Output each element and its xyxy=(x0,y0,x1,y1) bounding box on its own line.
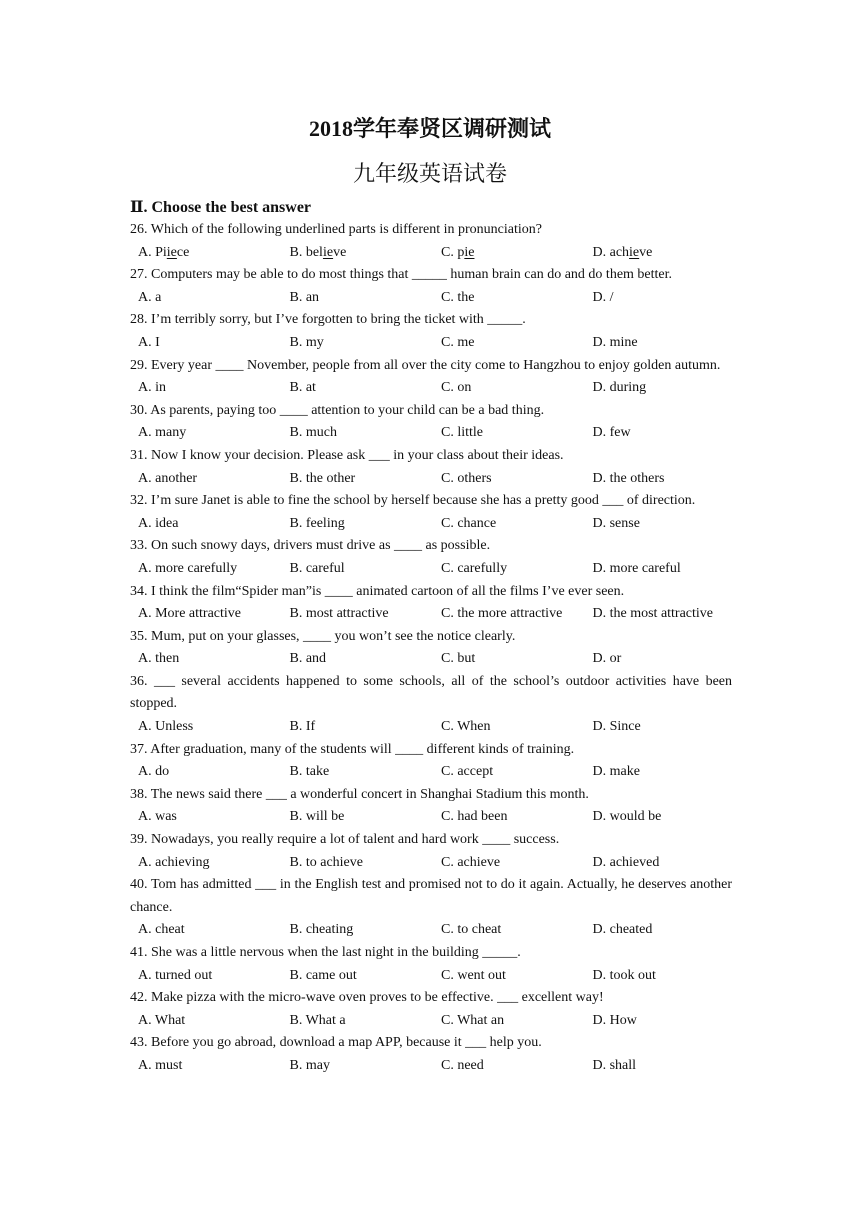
option-a: A. was xyxy=(138,809,177,825)
question-29 xyxy=(130,355,732,400)
option-d: D. make xyxy=(592,764,640,780)
question-items xyxy=(130,264,732,1077)
question-stem: 31. Now I know your decision. Please ask ___ in your class about their ideas. xyxy=(130,447,564,463)
question-36 xyxy=(130,671,732,739)
option-row xyxy=(130,468,732,491)
option-b: B. and xyxy=(289,651,327,667)
option-a: A. a xyxy=(138,289,162,305)
option-c: C. carefully xyxy=(441,560,508,576)
option-b: B. came out xyxy=(289,967,357,983)
option-row xyxy=(130,648,732,671)
option-a: A. another xyxy=(138,470,198,486)
option-c: C. went out xyxy=(441,967,506,983)
question-41 xyxy=(130,942,732,987)
option-b: B. at xyxy=(289,380,316,396)
question-34 xyxy=(130,581,732,626)
option-b: B. the other xyxy=(289,470,356,486)
underlined-letters: ie xyxy=(629,244,640,260)
option-row xyxy=(130,603,732,626)
question-stem: 40. Tom has admitted ___ in the English test and promised not to do it again. Actually, he deserves another chance. xyxy=(130,877,732,915)
option-d: D. How xyxy=(592,1012,637,1028)
option-row xyxy=(130,513,732,536)
question-stem: 27. Computers may be able to do most things that _____ human brain can do and do them better. xyxy=(130,267,673,283)
question-27 xyxy=(130,264,732,309)
underlined-letters: ie xyxy=(464,244,475,260)
option-c: C. When xyxy=(441,719,491,735)
question-28 xyxy=(130,309,732,354)
question-26 xyxy=(130,219,732,264)
option-d: D. / xyxy=(592,289,614,305)
question-37 xyxy=(130,739,732,784)
option-b: B. much xyxy=(289,425,337,441)
question-35 xyxy=(130,626,732,671)
option-d: D. achieve xyxy=(592,244,653,260)
option-d: D. sense xyxy=(592,515,640,531)
question-list xyxy=(130,219,732,1078)
question-32 xyxy=(130,490,732,535)
option-a: A. many xyxy=(138,425,187,441)
question-30 xyxy=(130,400,732,445)
question-stem: 38. The news said there ___ a wonderful concert in Shanghai Stadium this month. xyxy=(130,786,589,802)
option-row xyxy=(130,852,732,875)
question-39 xyxy=(130,829,732,874)
option-row xyxy=(130,422,732,445)
option-a: A. idea xyxy=(138,515,179,531)
option-d: D. more careful xyxy=(592,560,681,576)
option-b: B. an xyxy=(289,289,320,305)
option-c: C. the more attractive xyxy=(441,606,563,622)
exam-subtitle: 九年级英语试卷 xyxy=(352,161,507,186)
option-b: B. my xyxy=(289,334,324,350)
option-d: D. shall xyxy=(592,1057,637,1073)
option-a: A. cheat xyxy=(138,922,185,938)
option-d: D. achieved xyxy=(592,854,660,870)
option-d: D. the others xyxy=(592,470,665,486)
option-b: B. careful xyxy=(289,560,345,576)
question-42 xyxy=(130,987,732,1032)
option-row xyxy=(130,332,732,355)
option-d: D. or xyxy=(592,651,622,667)
question-stem: 37. After graduation, many of the students will ____ different kinds of training. xyxy=(130,741,575,757)
option-d: D. mine xyxy=(592,334,638,350)
question-stem: 39. Nowadays, you really require a lot of talent and hard work ____ success. xyxy=(130,832,560,848)
option-c: C. the xyxy=(441,289,475,305)
option-c: C. me xyxy=(441,334,475,350)
option-c: C. accept xyxy=(441,764,494,780)
option-c: C. but xyxy=(441,651,476,667)
option-c: C. others xyxy=(441,470,492,486)
question-40 xyxy=(130,874,732,942)
option-a: A. Piiece xyxy=(138,244,190,260)
option-b: B. If xyxy=(289,719,316,735)
option-row xyxy=(130,919,732,942)
question-stem: 36. ___ several accidents happened to some schools, all of the school’s outdoor activities have been stopped. xyxy=(130,673,732,712)
option-a: A. turned out xyxy=(138,967,213,983)
option-row xyxy=(130,558,732,581)
question-stem: 42. Make pizza with the micro-wave oven proves to be effective. ___ excellent way! xyxy=(130,990,604,1006)
option-a: A. more carefully xyxy=(138,560,238,576)
option-b: B. cheating xyxy=(289,922,354,938)
option-c: C. need xyxy=(441,1057,484,1073)
option-c: C. little xyxy=(441,425,483,441)
question-38 xyxy=(130,784,732,829)
section-heading: Ⅱ. Choose the best answer xyxy=(130,199,312,216)
question-stem: 43. Before you go abroad, download a map APP, because it ___ help you. xyxy=(130,1035,542,1051)
option-b: B. What a xyxy=(289,1012,346,1028)
question-stem: 28. I’m terribly sorry, but I’ve forgotten to bring the ticket with _____. xyxy=(130,312,526,328)
option-row xyxy=(130,1055,732,1078)
option-a: A. in xyxy=(138,380,166,396)
option-d: D. Since xyxy=(592,719,641,735)
option-a: A. must xyxy=(138,1057,183,1073)
option-b: B. will be xyxy=(289,809,345,825)
option-c: C. achieve xyxy=(441,854,501,870)
option-d: D. would be xyxy=(592,809,662,825)
question-stem: 34. I think the film“Spider man”is ____ animated cartoon of all the films I’ve ever seen. xyxy=(130,583,625,599)
option-d: D. the most attractive xyxy=(592,606,714,622)
option-row xyxy=(130,377,732,400)
option-c: C. to cheat xyxy=(441,922,502,938)
question-stem: 41. She was a little nervous when the last night in the building _____. xyxy=(130,945,521,960)
option-row xyxy=(130,287,732,310)
option-c: C. pie xyxy=(441,244,475,260)
option-d: D. cheated xyxy=(592,922,653,938)
question-stem: 29. Every year ____ November, people from all over the city come to Hangzhou to enjoy golden autumn. xyxy=(130,357,721,373)
option-b: B. believe xyxy=(289,244,347,260)
option-row xyxy=(130,1010,732,1033)
option-row xyxy=(130,716,732,739)
option-b: B. take xyxy=(289,764,330,780)
option-a: A. More attractive xyxy=(138,606,242,622)
option-row xyxy=(130,761,732,784)
option-b: B. most attractive xyxy=(289,606,389,622)
option-b: B. to achieve xyxy=(289,854,363,870)
underlined-letters: ie xyxy=(166,244,177,260)
option-b: B. feeling xyxy=(289,515,345,531)
option-a: A. What xyxy=(138,1012,186,1028)
option-a: A. then xyxy=(138,651,180,667)
option-row xyxy=(130,242,732,265)
option-c: C. chance xyxy=(441,515,497,531)
question-33 xyxy=(130,535,732,580)
option-c: C. had been xyxy=(441,809,508,825)
option-c: C. What an xyxy=(441,1012,505,1028)
question-stem: 35. Mum, put on your glasses, ____ you won’t see the notice clearly. xyxy=(130,628,516,644)
option-d: D. few xyxy=(592,425,631,441)
question-stem: 33. On such snowy days, drivers must drive as ____ as possible. xyxy=(130,538,491,554)
exam-title: 2018学年奉贤区调研测试 xyxy=(308,116,551,141)
option-row xyxy=(130,806,732,829)
option-d: D. during xyxy=(592,380,647,396)
question-stem: 32. I’m sure Janet is able to fine the school by herself because she has a pretty good ___ of direction. xyxy=(130,493,696,509)
option-b: B. may xyxy=(289,1057,330,1073)
question-stem: 26. Which of the following underlined parts is different in pronunciation? xyxy=(130,222,542,237)
question-31 xyxy=(130,445,732,490)
question-43 xyxy=(130,1032,732,1077)
option-d: D. took out xyxy=(592,967,656,983)
underlined-letters: ie xyxy=(322,244,334,260)
option-c: C. on xyxy=(441,380,472,396)
option-a: A. I xyxy=(138,334,160,350)
question-stem: 30. As parents, paying too ____ attention to your child can be a bad thing. xyxy=(130,402,545,418)
option-a: A. do xyxy=(138,764,170,780)
option-a: A. Unless xyxy=(138,719,194,735)
option-row xyxy=(130,965,732,988)
option-a: A. achieving xyxy=(138,854,210,870)
